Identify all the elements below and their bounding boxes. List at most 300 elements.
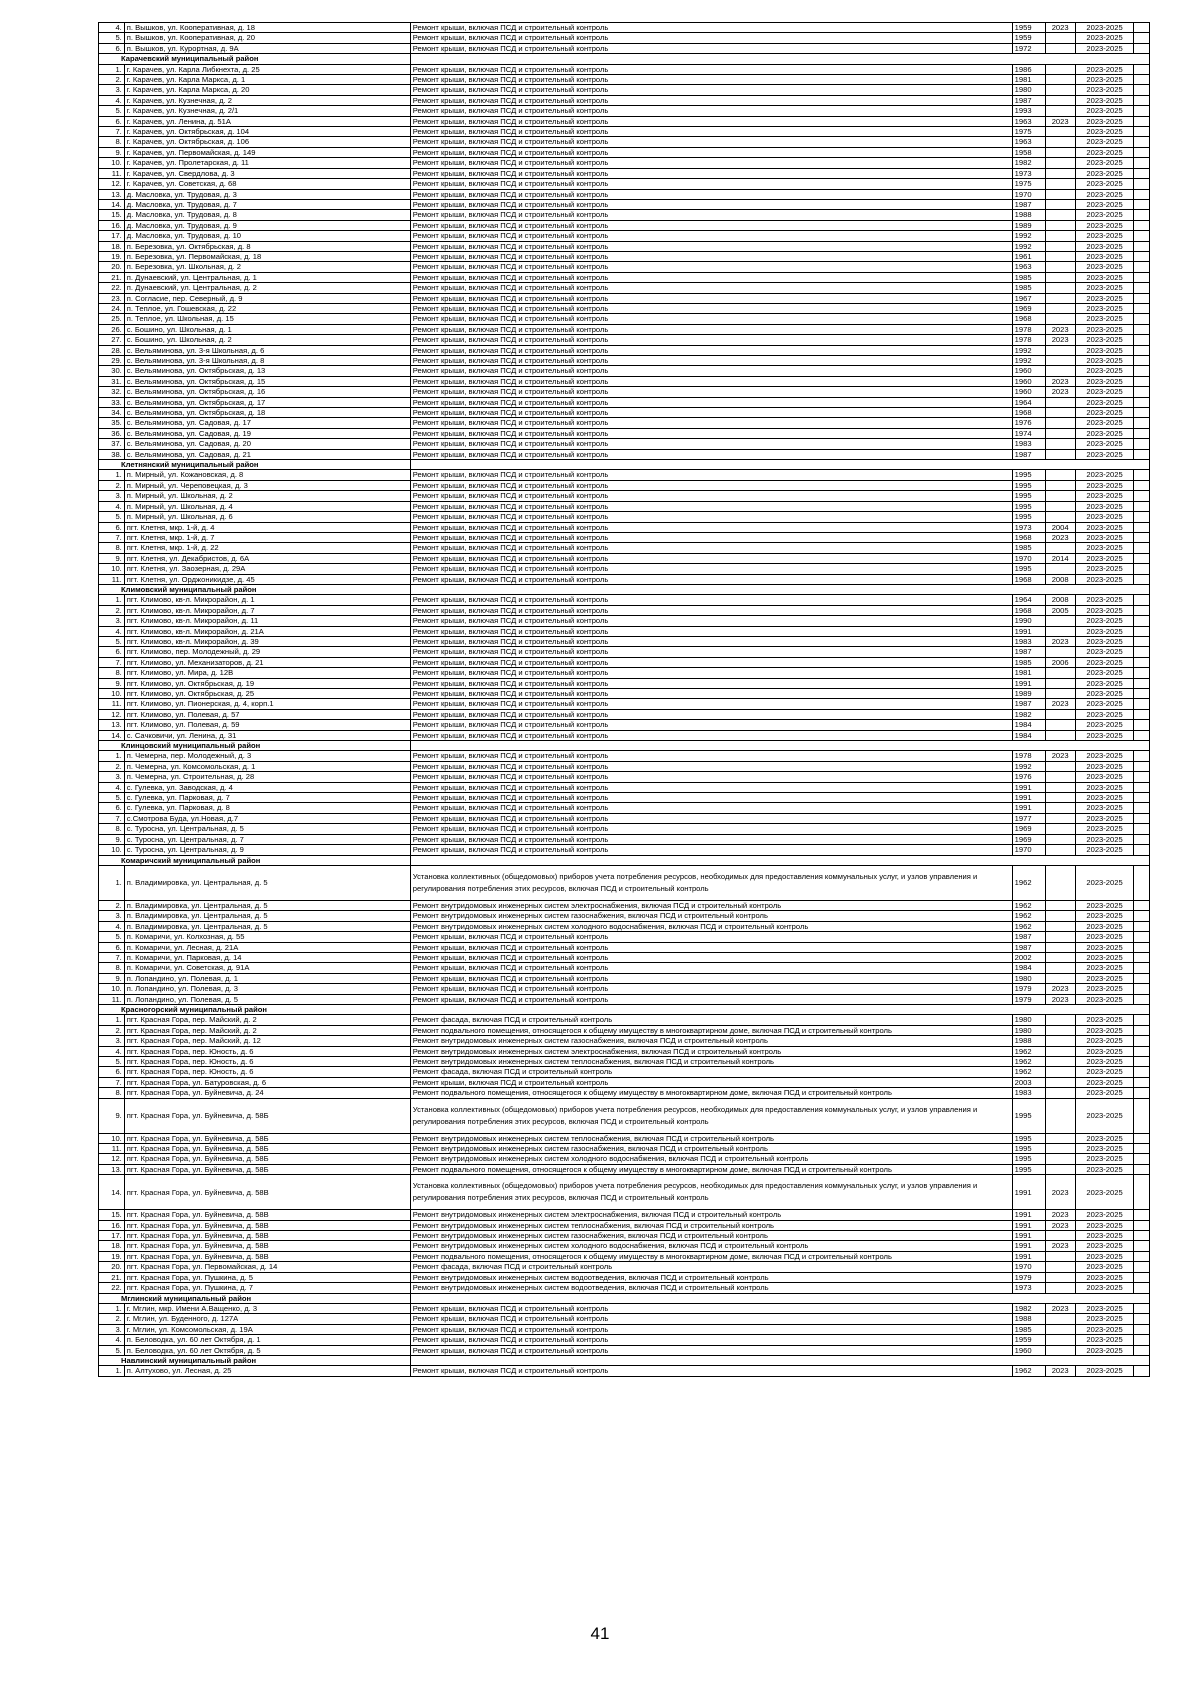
empty-cell [1134,1251,1150,1261]
table-row [99,449,1150,459]
last-repair-year-cell: 2023 [1045,324,1075,334]
row-number: 13. [99,1164,125,1174]
empty-cell [1134,324,1150,334]
year-built-cell: 1980 [1012,1025,1045,1035]
address-cell: п. Владимировка, ул. Центральная, д. 5 [124,921,410,931]
year-built-cell: 1979 [1012,994,1045,1004]
row-number: 12. [99,1154,125,1164]
address-cell: п. Вышков, ул. Курортная, д. 9А [124,43,410,53]
planned-period-cell: 2023-2025 [1075,605,1134,615]
empty-cell [1134,408,1150,418]
row-number: 12. [99,179,125,189]
table-row [99,418,1150,428]
row-number: 30. [99,366,125,376]
row-number: 7. [99,1077,125,1087]
last-repair-year-cell [1045,1144,1075,1154]
last-repair-year-cell [1045,33,1075,43]
row-number: 2. [99,480,125,490]
section-header [99,460,1150,470]
section-title: Комаричский муниципальный район [99,855,411,865]
work-type-cell: Ремонт крыши, включая ПСД и строительный контроль [410,730,1012,740]
row-number: 11. [99,574,125,584]
address-cell: пгт. Климово, ул. Полевая, д. 57 [124,709,410,719]
table-row [99,1366,1150,1376]
table-row [99,272,1150,282]
address-cell: п. Теплое, ул. Школьная, д. 15 [124,314,410,324]
empty-cell [1134,522,1150,532]
empty-cell [1134,1077,1150,1087]
address-cell: г. Карачев, ул. Карла Либкнехта, д. 25 [124,64,410,74]
last-repair-year-cell [1045,973,1075,983]
table-row [99,95,1150,105]
year-built-cell: 1973 [1012,168,1045,178]
work-type-cell: Ремонт крыши, включая ПСД и строительный контроль [410,942,1012,952]
work-type-cell: Ремонт крыши, включая ПСД и строительный контроль [410,231,1012,241]
last-repair-year-cell [1045,911,1075,921]
work-type-cell: Ремонт крыши, включая ПСД и строительный контроль [410,647,1012,657]
row-number: 2. [99,605,125,615]
address-cell: п. Чемерна, ул. Комсомольская, д. 1 [124,761,410,771]
work-type-cell: Ремонт внутридомовых инженерных систем теплоснабжения, включая ПСД и строительный контроль [410,1220,1012,1230]
table-row [99,616,1150,626]
year-built-cell: 1976 [1012,772,1045,782]
work-type-cell: Ремонт крыши, включая ПСД и строительный контроль [410,324,1012,334]
address-cell: пгт. Красная Гора, ул. Буйневича, д. 58Б [124,1098,410,1133]
planned-period-cell: 2023-2025 [1075,751,1134,761]
row-number: 3. [99,1324,125,1334]
planned-period-cell: 2023-2025 [1075,647,1134,657]
row-number: 8. [99,824,125,834]
table-row [99,210,1150,220]
planned-period-cell: 2023-2025 [1075,262,1134,272]
section-title: Клетнянский муниципальный район [99,460,411,470]
work-type-cell: Ремонт крыши, включая ПСД и строительный контроль [410,127,1012,137]
address-cell: пгт. Красная Гора, ул. Буйневича, д. 58Б [124,1133,410,1143]
row-number: 1. [99,751,125,761]
planned-period-cell: 2023-2025 [1075,626,1134,636]
address-cell: пгт. Красная Гора, ул. Пушкина, д. 7 [124,1283,410,1293]
work-type-cell: Ремонт крыши, включая ПСД и строительный контроль [410,220,1012,230]
table-row [99,231,1150,241]
work-type-cell: Ремонт крыши, включая ПСД и строительный контроль [410,303,1012,313]
row-number: 1. [99,1303,125,1313]
row-number: 7. [99,813,125,823]
planned-period-cell: 2023-2025 [1075,1154,1134,1164]
row-number: 27. [99,335,125,345]
planned-period-cell: 2023-2025 [1075,449,1134,459]
address-cell: с. Вельяминова, ул. 3-я Школьная, д. 6 [124,345,410,355]
table-row [99,283,1150,293]
table-row [99,605,1150,615]
work-type-cell: Ремонт крыши, включая ПСД и строительный контроль [410,376,1012,386]
address-cell: г. Карачев, ул. Кузнечная, д. 2/1 [124,106,410,116]
planned-period-cell: 2023-2025 [1075,1144,1134,1154]
row-number: 7. [99,127,125,137]
work-type-cell: Ремонт крыши, включая ПСД и строительный контроль [410,782,1012,792]
planned-period-cell: 2023-2025 [1075,408,1134,418]
last-repair-year-cell: 2014 [1045,553,1075,563]
row-number: 1. [99,64,125,74]
work-type-cell: Ремонт крыши, включая ПСД и строительный контроль [410,314,1012,324]
work-type-cell: Ремонт крыши, включая ПСД и строительный контроль [410,626,1012,636]
planned-period-cell: 2023-2025 [1075,532,1134,542]
planned-period-cell: 2023-2025 [1075,1251,1134,1261]
address-cell: пгт. Красная Гора, ул. Буйневича, д. 58В [124,1251,410,1261]
planned-period-cell: 2023-2025 [1075,553,1134,563]
year-built-cell: 1984 [1012,730,1045,740]
table-row [99,532,1150,542]
planned-period-cell: 2023-2025 [1075,1303,1134,1313]
last-repair-year-cell [1045,616,1075,626]
section-title: Мглинский муниципальный район [99,1293,411,1303]
address-cell: пгт. Красная Гора, пер. Майский, д. 12 [124,1036,410,1046]
year-built-cell: 1987 [1012,95,1045,105]
empty-cell [1134,1220,1150,1230]
year-built-cell: 1995 [1012,1133,1045,1143]
table-row [99,865,1150,900]
row-number: 14. [99,199,125,209]
work-type-cell: Ремонт крыши, включая ПСД и строительный контроль [410,845,1012,855]
table-row [99,564,1150,574]
work-type-cell: Ремонт крыши, включая ПСД и строительный контроль [410,699,1012,709]
empty-cell [1134,921,1150,931]
row-number: 4. [99,23,125,33]
empty-cell [1134,689,1150,699]
table-row [99,1303,1150,1313]
table-row [99,984,1150,994]
row-number: 3. [99,616,125,626]
empty-cell [1134,1366,1150,1376]
empty-cell [1134,1015,1150,1025]
planned-period-cell: 2023-2025 [1075,911,1134,921]
empty-cell [1134,813,1150,823]
planned-period-cell: 2023-2025 [1075,199,1134,209]
empty-cell [1134,418,1150,428]
empty-cell [1134,335,1150,345]
empty-cell [1134,782,1150,792]
table-row [99,85,1150,95]
empty-cell [1134,553,1150,563]
row-number: 17. [99,1231,125,1241]
planned-period-cell: 2023-2025 [1075,1036,1134,1046]
empty-cell [1134,751,1150,761]
work-type-cell: Ремонт крыши, включая ПСД и строительный контроль [410,657,1012,667]
empty-cell [1134,911,1150,921]
table-row [99,64,1150,74]
address-cell: с. Бошино, ул. Школьная, д. 1 [124,324,410,334]
year-built-cell: 1970 [1012,189,1045,199]
planned-period-cell: 2023-2025 [1075,428,1134,438]
address-cell: п. Дунаевский, ул. Центральная, д. 2 [124,283,410,293]
year-built-cell: 1968 [1012,605,1045,615]
planned-period-cell: 2023-2025 [1075,85,1134,95]
year-built-cell: 1964 [1012,397,1045,407]
work-type-cell: Ремонт подвального помещения, относящегося к общему имуществу в многоквартирном доме, включая ПСД и строительный контроль [410,1025,1012,1035]
address-cell: пгт. Климово, ул. Полевая, д. 59 [124,720,410,730]
year-built-cell: 1995 [1012,1164,1045,1174]
last-repair-year-cell [1045,512,1075,522]
empty-cell [1134,1272,1150,1282]
table-row [99,932,1150,942]
empty-cell [1134,241,1150,251]
last-repair-year-cell [1045,179,1075,189]
row-number: 18. [99,1241,125,1251]
planned-period-cell: 2023-2025 [1075,1314,1134,1324]
work-type-cell: Ремонт крыши, включая ПСД и строительный контроль [410,932,1012,942]
table-row [99,963,1150,973]
year-built-cell: 1981 [1012,668,1045,678]
last-repair-year-cell [1045,303,1075,313]
address-cell: пгт. Климово, ул. Октябрьская, д. 19 [124,678,410,688]
year-built-cell: 1991 [1012,1251,1045,1261]
last-repair-year-cell [1045,95,1075,105]
row-number: 11. [99,1144,125,1154]
empty-cell [1134,973,1150,983]
row-number: 2. [99,75,125,85]
planned-period-cell: 2023-2025 [1075,480,1134,490]
planned-period-cell: 2023-2025 [1075,158,1134,168]
year-built-cell: 1978 [1012,335,1045,345]
table-row [99,942,1150,952]
empty-cell [1134,1231,1150,1241]
empty-cell [1134,720,1150,730]
planned-period-cell: 2023-2025 [1075,668,1134,678]
address-cell: п. Владимировка, ул. Центральная, д. 5 [124,900,410,910]
address-cell: г. Мглин, мкр. Имени А.Ващенко, д. 3 [124,1303,410,1313]
section-header [99,855,1150,865]
year-built-cell: 1972 [1012,43,1045,53]
address-cell: с. Вельяминова, ул. Октябрьская, д. 17 [124,397,410,407]
row-number: 15. [99,1210,125,1220]
work-type-cell: Ремонт крыши, включая ПСД и строительный контроль [410,158,1012,168]
year-built-cell: 1991 [1012,793,1045,803]
address-cell: пгт. Красная Гора, пер. Майский, д. 2 [124,1025,410,1035]
planned-period-cell: 2023-2025 [1075,994,1134,1004]
section-header [99,741,1150,751]
address-cell: п. Теплое, ул. Гошевская, д. 22 [124,303,410,313]
year-built-cell: 1992 [1012,345,1045,355]
work-type-cell: Ремонт крыши, включая ПСД и строительный контроль [410,397,1012,407]
table-row [99,1314,1150,1324]
last-repair-year-cell [1045,865,1075,900]
last-repair-year-cell [1045,932,1075,942]
year-built-cell: 1987 [1012,942,1045,952]
year-built-cell: 1989 [1012,220,1045,230]
section-title: Клинцовский муниципальный район [99,741,411,751]
empty-cell [1134,1088,1150,1098]
table-row [99,1345,1150,1355]
planned-period-cell: 2023-2025 [1075,1210,1134,1220]
last-repair-year-cell [1045,189,1075,199]
table-row [99,1067,1150,1077]
page-number: 41 [590,1624,610,1643]
last-repair-year-cell [1045,1025,1075,1035]
table-row [99,43,1150,53]
planned-period-cell: 2023-2025 [1075,356,1134,366]
last-repair-year-cell [1045,942,1075,952]
year-built-cell: 1960 [1012,387,1045,397]
row-number: 4. [99,921,125,931]
table-row [99,1036,1150,1046]
row-number: 7. [99,952,125,962]
work-type-cell: Ремонт крыши, включая ПСД и строительный контроль [410,137,1012,147]
empty-cell [1134,262,1150,272]
section-title: Красногорский муниципальный район [99,1004,411,1014]
row-number: 6. [99,1067,125,1077]
last-repair-year-cell [1045,1231,1075,1241]
work-type-cell: Установка коллективных (общедомовых) приборов учета потребления ресурсов, необходимых для предоставления коммунальных услуг, и узлов управления и регулирования потребления этих ресурсов, включая ПСД и строительный контроль [410,1175,1012,1210]
table-body [99,23,1150,1377]
planned-period-cell: 2023-2025 [1075,335,1134,345]
planned-period-cell: 2023-2025 [1075,1088,1134,1098]
section-title: Климовский муниципальный район [99,584,411,594]
work-type-cell: Ремонт внутридомовых инженерных систем газоснабжения, включая ПСД и строительный контроль [410,911,1012,921]
last-repair-year-cell [1045,564,1075,574]
work-type-cell: Ремонт крыши, включая ПСД и строительный контроль [410,553,1012,563]
row-number: 1. [99,1366,125,1376]
work-type-cell: Ремонт крыши, включая ПСД и строительный контроль [410,1345,1012,1355]
table-row [99,834,1150,844]
planned-period-cell: 2023-2025 [1075,366,1134,376]
planned-period-cell: 2023-2025 [1075,1366,1134,1376]
empty-cell [1134,647,1150,657]
address-cell: с. Туросна, ул. Центральная, д. 9 [124,845,410,855]
work-type-cell: Ремонт крыши, включая ПСД и строительный контроль [410,491,1012,501]
year-built-cell: 1970 [1012,845,1045,855]
row-number: 7. [99,532,125,542]
row-number: 6. [99,647,125,657]
address-cell: п. Березовка, ул. Октябрьская, д. 8 [124,241,410,251]
year-built-cell: 1991 [1012,1210,1045,1220]
empty-cell [1134,845,1150,855]
table-row [99,1251,1150,1261]
row-number: 6. [99,803,125,813]
work-type-cell: Ремонт крыши, включая ПСД и строительный контроль [410,994,1012,1004]
address-cell: пгт. Красная Гора, ул. Буйневича, д. 58В [124,1241,410,1251]
table-row [99,1335,1150,1345]
year-built-cell: 1992 [1012,356,1045,366]
table-row [99,1025,1150,1035]
year-built-cell: 1962 [1012,1067,1045,1077]
last-repair-year-cell [1045,543,1075,553]
last-repair-year-cell [1045,793,1075,803]
row-number: 23. [99,293,125,303]
table-row [99,761,1150,771]
address-cell: пгт. Красная Гора, ул. Буйневича, д. 58В [124,1231,410,1241]
table-row [99,241,1150,251]
address-cell: п. Беловодка, ул. 60 лет Октября, д. 5 [124,1345,410,1355]
planned-period-cell: 2023-2025 [1075,137,1134,147]
last-repair-year-cell [1045,397,1075,407]
year-built-cell: 1995 [1012,480,1045,490]
row-number: 3. [99,1036,125,1046]
last-repair-year-cell [1045,85,1075,95]
empty-cell [1134,147,1150,157]
work-type-cell: Ремонт крыши, включая ПСД и строительный контроль [410,678,1012,688]
row-number: 8. [99,543,125,553]
section-header [99,1355,1150,1365]
year-built-cell: 1968 [1012,532,1045,542]
empty-cell [1134,1324,1150,1334]
year-built-cell: 1985 [1012,657,1045,667]
last-repair-year-cell: 2023 [1045,116,1075,126]
address-cell: г. Карачев, ул. Первомайская, д. 149 [124,147,410,157]
last-repair-year-cell [1045,772,1075,782]
row-number: 7. [99,657,125,667]
section-header-spacer [410,855,1149,865]
work-type-cell: Ремонт крыши, включая ПСД и строительный контроль [410,595,1012,605]
address-cell: пгт. Красная Гора, ул. Пушкина, д. 5 [124,1272,410,1282]
row-number: 25. [99,314,125,324]
work-type-cell: Ремонт крыши, включая ПСД и строительный контроль [410,64,1012,74]
row-number: 8. [99,137,125,147]
row-number: 9. [99,1098,125,1133]
address-cell: с. Вельяминова, ул. Садовая, д. 17 [124,418,410,428]
address-cell: пгт. Красная Гора, ул. Буйневича, д. 58В [124,1175,410,1210]
address-cell: п. Дунаевский, ул. Центральная, д. 1 [124,272,410,282]
table-row [99,973,1150,983]
last-repair-year-cell [1045,168,1075,178]
last-repair-year-cell [1045,803,1075,813]
empty-cell [1134,952,1150,962]
section-header-spacer [410,584,1149,594]
year-built-cell: 1959 [1012,33,1045,43]
work-type-cell: Ремонт внутридомовых инженерных систем электроснабжения, включая ПСД и строительный контроль [410,900,1012,910]
table-row [99,1088,1150,1098]
planned-period-cell: 2023-2025 [1075,761,1134,771]
planned-period-cell: 2023-2025 [1075,324,1134,334]
year-built-cell: 1988 [1012,1314,1045,1324]
table-row [99,1210,1150,1220]
year-built-cell: 1993 [1012,106,1045,116]
empty-cell [1134,199,1150,209]
empty-cell [1134,942,1150,952]
address-cell: п. Мирный, ул. Школьная, д. 2 [124,491,410,501]
year-built-cell: 1969 [1012,834,1045,844]
last-repair-year-cell [1045,231,1075,241]
planned-period-cell: 2023-2025 [1075,952,1134,962]
table-row [99,1164,1150,1174]
address-cell: с. Туросна, ул. Центральная, д. 7 [124,834,410,844]
address-cell: пгт. Красная Гора, ул. Буйневича, д. 58В [124,1220,410,1230]
planned-period-cell: 2023-2025 [1075,1098,1134,1133]
planned-period-cell: 2023-2025 [1075,179,1134,189]
table-row [99,501,1150,511]
work-type-cell: Ремонт крыши, включая ПСД и строительный контроль [410,387,1012,397]
address-cell: с. Вельяминова, ул. Октябрьская, д. 13 [124,366,410,376]
address-cell: пгт. Красная Гора, ул. Буйневича, д. 58Б [124,1144,410,1154]
last-repair-year-cell: 2023 [1045,387,1075,397]
last-repair-year-cell [1045,952,1075,962]
year-built-cell: 1962 [1012,1366,1045,1376]
address-cell: г. Карачев, ул. Пролетарская, д. 11 [124,158,410,168]
empty-cell [1134,168,1150,178]
empty-cell [1134,106,1150,116]
work-type-cell: Ремонт крыши, включая ПСД и строительный контроль [410,532,1012,542]
table-row [99,522,1150,532]
table-row [99,116,1150,126]
last-repair-year-cell [1045,1345,1075,1355]
last-repair-year-cell [1045,709,1075,719]
row-number: 12. [99,709,125,719]
work-type-cell: Ремонт крыши, включая ПСД и строительный контроль [410,522,1012,532]
row-number: 10. [99,689,125,699]
last-repair-year-cell [1045,689,1075,699]
address-cell: г. Карачев, ул. Октябрьская, д. 104 [124,127,410,137]
year-built-cell: 1959 [1012,23,1045,33]
row-number: 34. [99,408,125,418]
row-number: 5. [99,512,125,522]
